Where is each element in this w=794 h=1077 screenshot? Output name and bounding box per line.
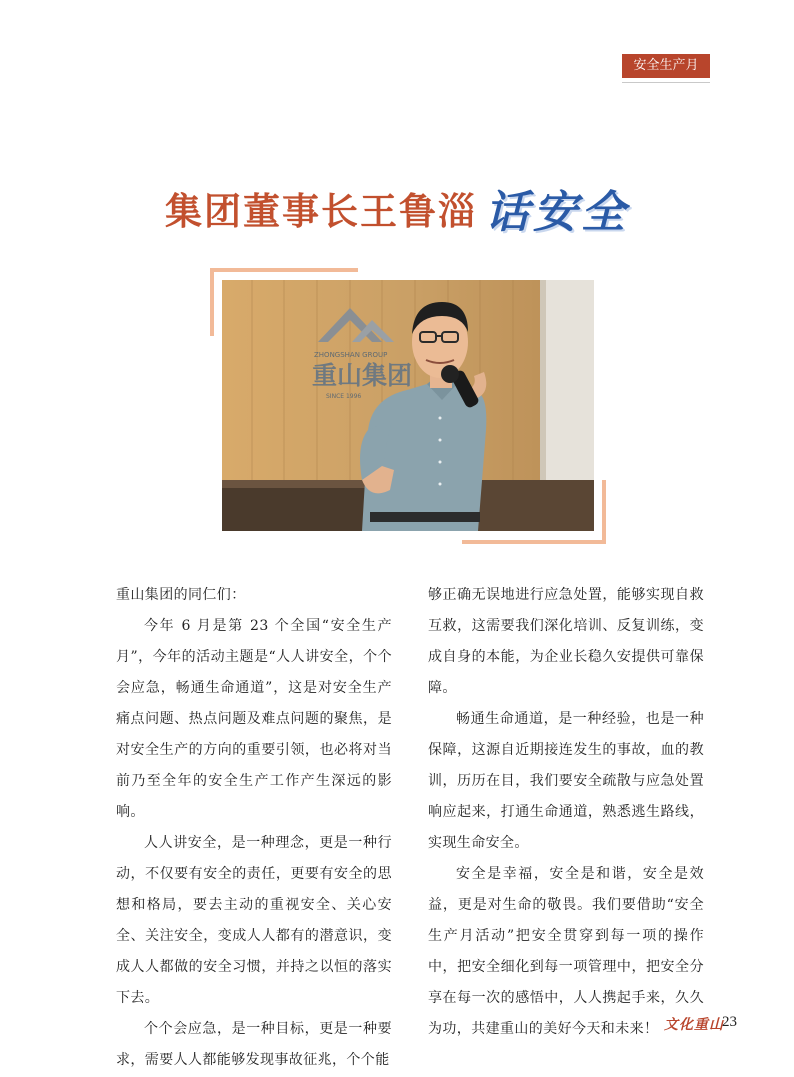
article-paragraph: 安全是幸福，安全是和谐，安全是效益，更是对生命的敬畏。我们要借助“安全生产月活动”把安全贯穿到每一项的操作中，把安全细化到每一项管理中，把安全分享在每一次的感悟中，人人携起手来，久久为功，共建重山的美好今天和未来！: [428, 866, 704, 1037]
chairman-photo: [222, 280, 594, 531]
footer-brand-logo: 文化重山: [664, 1017, 724, 1033]
section-tag: 安全生产月: [622, 54, 710, 78]
article-column-left: [116, 580, 392, 1076]
article-paragraph: 人人讲安全，是一种理念，更是一种行动，不仅要有安全的责任，更要有安全的思想和格局，要去主动的重视安全、关心安全、关注安全，变成人人都有的潜意识，变成人人都做的安全习惯，并持之以恒的落实下去。: [116, 835, 392, 1006]
photo-illustration: [222, 280, 594, 531]
article-column-right: [428, 580, 704, 1045]
title-accent: 话安全: [485, 187, 629, 238]
article-paragraph-continued: 够正确无误地进行应急处置，能够实现自救互救，这需要我们深化培训、反复训练，变成自身的本能，为企业长稳久安提供可靠保障。: [428, 587, 704, 696]
page-number: 23: [722, 1014, 737, 1030]
article-paragraph: 今年 6 月是第 23 个全国“安全生产月”，今年的活动主题是“人人讲安全，个个会应急，畅通生命通道”，这是对安全生产痛点问题、热点问题及难点问题的聚焦，是对安全生产的方向的重要引领，也必将对当前乃至全年的安全生产工作产生深远的影响。: [116, 618, 392, 820]
photo-logo-since: SINCE 1996: [326, 393, 362, 400]
article-paragraph: 畅通生命通道，是一种经验，也是一种保障，这源自近期接连发生的事故，血的教训，历历在目，我们要安全疏散与应急处置响应起来，打通生命通道，熟悉逃生路线，实现生命安全。: [428, 711, 704, 851]
title-main: 集团董事长王鲁淄: [165, 189, 477, 233]
article-greeting: 重山集团的同仁们：: [116, 587, 246, 603]
article-paragraph: 个个会应急，是一种目标，更是一种要求，需要人人都能够发现事故征兆，个个能: [116, 1021, 392, 1068]
photo-logo-cn: 重山集团: [312, 361, 413, 390]
article-title: [0, 176, 794, 240]
section-tag-underline: [622, 82, 710, 83]
photo-logo-en: ZHONGSHAN GROUP: [314, 351, 388, 359]
